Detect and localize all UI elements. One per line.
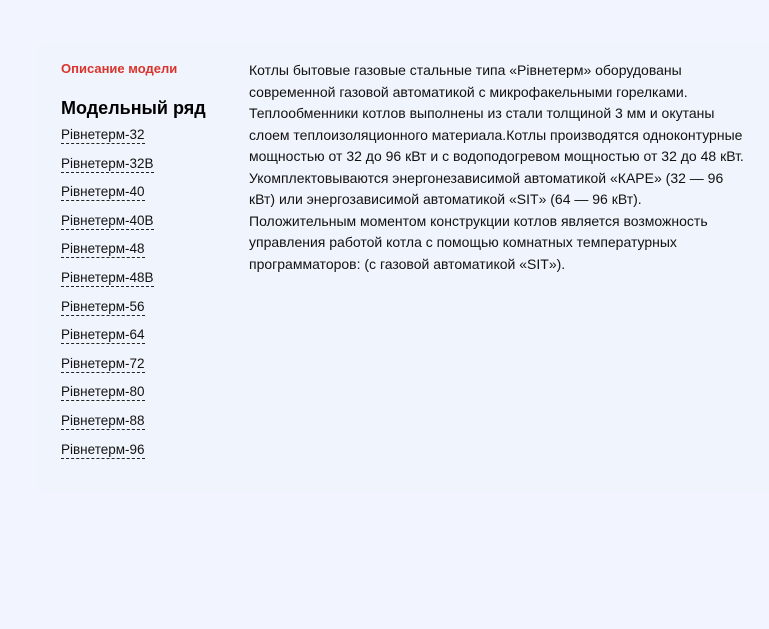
list-item [61,299,154,328]
model-link-rivneterm-80[interactable]: Рівнетерм-80 [61,384,145,400]
description-line: мощностью от 32 до 96 кВт и с водоподогревом мощностью от 32 до 48 кВт. [249,148,744,164]
description-line: управления работой котла с помощью комнатных температурных [249,234,677,250]
description-line: программаторов: (с газовой автоматикой «SIT»). [249,255,566,272]
model-link-rivneterm-40[interactable]: Рівнетерм-40 [61,184,145,200]
model-link-rivneterm-32v[interactable]: Рівнетерм-32В [61,155,154,171]
description-line: Теплообменники котлов выполнены из стали толщиной 3 мм и окутаны [249,105,715,121]
model-range-heading: Модельный ряд [61,98,206,118]
model-link-rivneterm-96[interactable]: Рівнетерм-96 [61,441,145,457]
list-item [61,384,154,413]
list-item [61,156,154,185]
list-item [61,127,154,156]
description-line: современной газовой автоматикой с микрофакельными горелками. [249,83,688,100]
list-item [61,327,154,356]
list-item [61,241,154,270]
model-link-rivneterm-72[interactable]: Рівнетерм-72 [61,355,145,371]
model-link-rivneterm-32[interactable]: Рівнетерм-32 [61,127,145,142]
list-item [61,356,154,385]
model-link-rivneterm-56[interactable]: Рівнетерм-56 [61,298,145,314]
model-link-rivneterm-48v[interactable]: Рівнетерм-48В [61,269,154,285]
description-line: Котлы бытовые газовые стальные типа «Рівнетерм» оборудованы [249,62,682,78]
description-line: Положительным моментом конструкции котлов является возможность [249,212,708,229]
description-line: слоем теплоизоляционного материала.Котлы производятся одноконтурные [249,126,743,143]
model-description-text [249,60,769,275]
description-line: кВт) или энергозависимой автоматикой «SIT» (64 — 96 кВт). [249,191,642,207]
list-item [61,213,154,242]
list-item [61,413,154,442]
sidebar [61,60,231,457]
model-link-rivneterm-64[interactable]: Рівнетерм-64 [61,327,145,343]
model-link-rivneterm-48[interactable]: Рівнетерм-48 [61,241,145,257]
model-description-link[interactable]: Описание модели [61,61,178,76]
list-item [61,270,154,299]
list-item [61,442,154,471]
list-item [61,184,154,213]
description-line: Укомплектовываются энергонезависимой автоматикой «КАРЕ» (32 — 96 [249,169,724,186]
model-list [61,127,154,470]
model-link-rivneterm-88[interactable]: Рівнетерм-88 [61,412,145,428]
model-link-rivneterm-40v[interactable]: Рівнетерм-40В [61,212,154,228]
